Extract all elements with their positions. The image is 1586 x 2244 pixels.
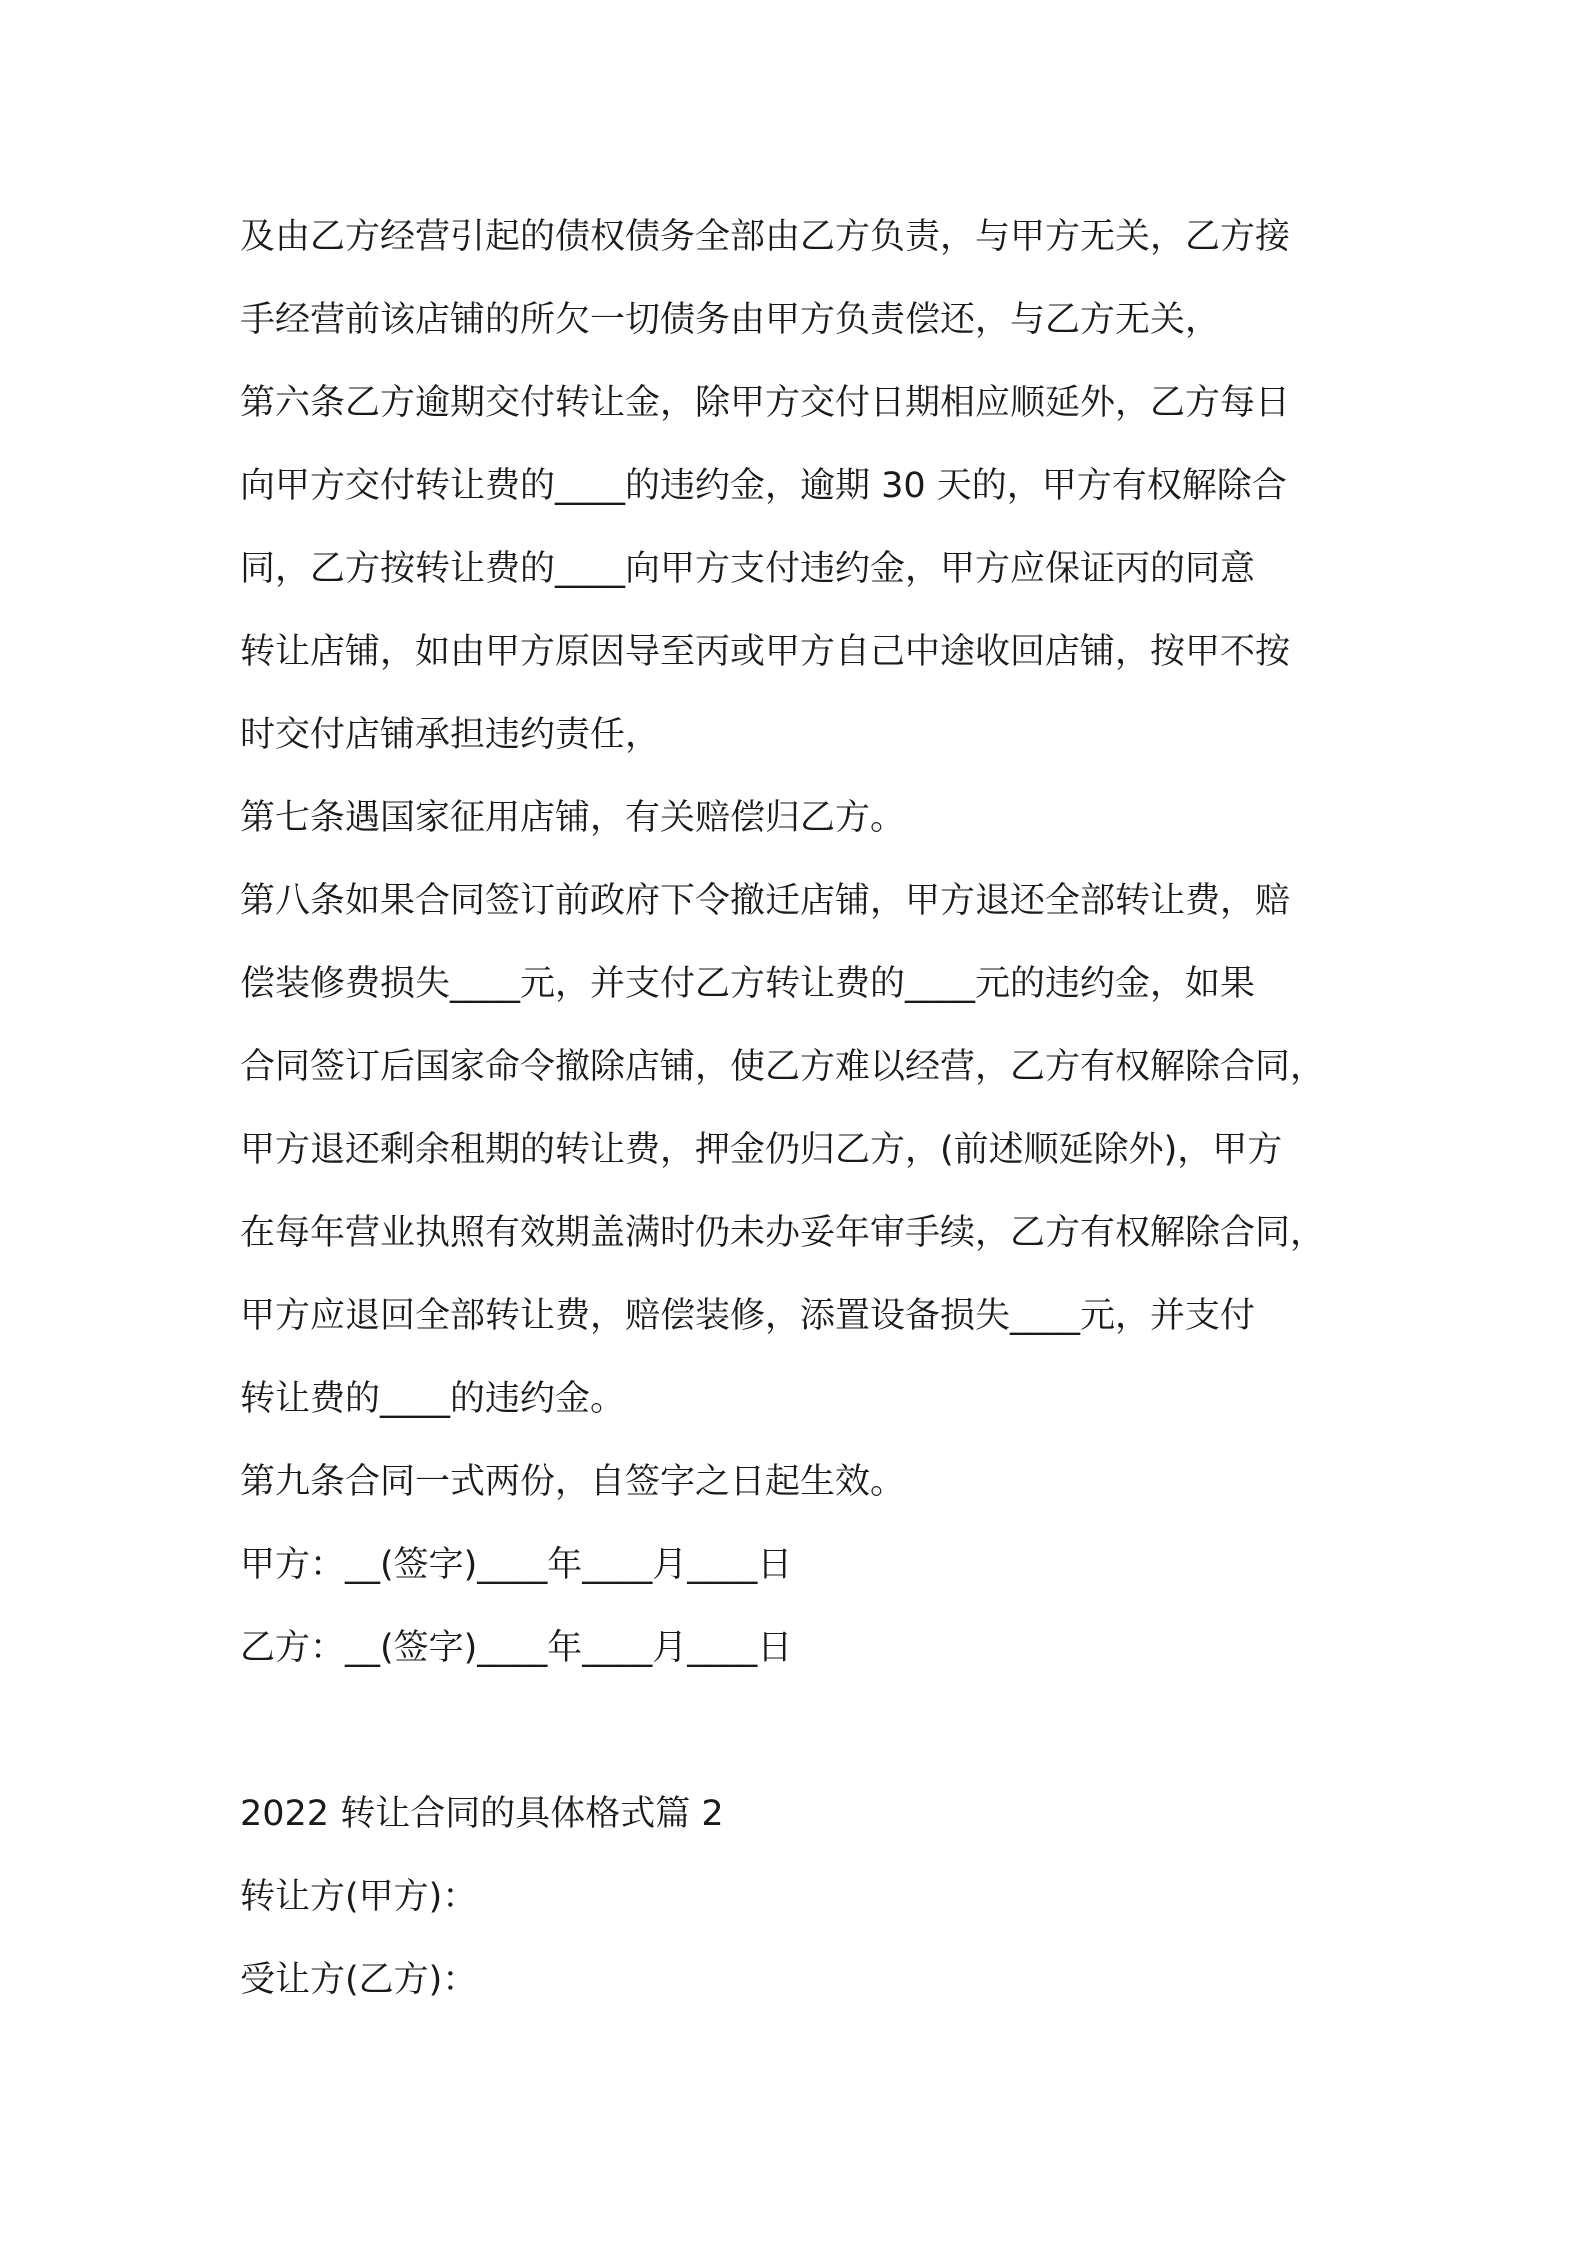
section-gap xyxy=(240,1690,1370,1773)
party-b-signature-line: 乙方：__(签字)____年____月____日 xyxy=(240,1628,793,1668)
text-line: 偿装修费损失____元，并支付乙方转让费的____元的违约金，如果 xyxy=(240,964,1256,1004)
text-line: 及由乙方经营引起的债权债务全部由乙方负责，与甲方无关，乙方接 xyxy=(240,217,1291,257)
party-a-signature-line: 甲方：__(签字)____年____月____日 xyxy=(240,1545,793,1585)
clause-8: 第八条如果合同签订前政府下令撤迁店铺，甲方退还全部转让费，赔 xyxy=(240,881,1291,921)
text-line: 向甲方交付转让费的____的违约金，逾期 30 天的，甲方有权解除合 xyxy=(240,466,1287,506)
clause-6: 第六条乙方逾期交付转让金，除甲方交付日期相应顺延外，乙方每日 xyxy=(240,383,1291,423)
transferor-label: 转让方(甲方)： xyxy=(240,1877,478,1917)
text-line: 转让费的____的违约金。 xyxy=(240,1379,626,1419)
text-line: 甲方退还剩余租期的转让费，押金仍归乙方，(前述顺延除外)，甲方 xyxy=(240,1130,1283,1170)
transferee-label: 受让方(乙方)： xyxy=(240,1960,478,2000)
clause-7: 第七条遇国家征用店铺，有关赔偿归乙方。 xyxy=(240,798,906,838)
text-line: 甲方应退回全部转让费，赔偿装修，添置设备损失____元，并支付 xyxy=(240,1296,1256,1336)
section-title: 2022 转让合同的具体格式篇 2 xyxy=(240,1794,724,1834)
text-line: 合同签订后国家命令撤除店铺，使乙方难以经营，乙方有权解除合同， xyxy=(240,1047,1326,1087)
document-body xyxy=(240,196,1370,2022)
text-line: 转让店铺，如由甲方原因导至丙或甲方自己中途收回店铺，按甲不按 xyxy=(240,632,1291,672)
text-line: 手经营前该店铺的所欠一切债务由甲方负责偿还，与乙方无关， xyxy=(240,300,1221,340)
clause-9: 第九条合同一式两份，自签字之日起生效。 xyxy=(240,1462,906,1502)
text-line: 时交付店铺承担违约责任， xyxy=(240,715,661,755)
text-line: 同，乙方按转让费的____向甲方支付违约金，甲方应保证丙的同意 xyxy=(240,549,1256,589)
text-line: 在每年营业执照有效期盖满时仍未办妥年审手续，乙方有权解除合同， xyxy=(240,1213,1326,1253)
